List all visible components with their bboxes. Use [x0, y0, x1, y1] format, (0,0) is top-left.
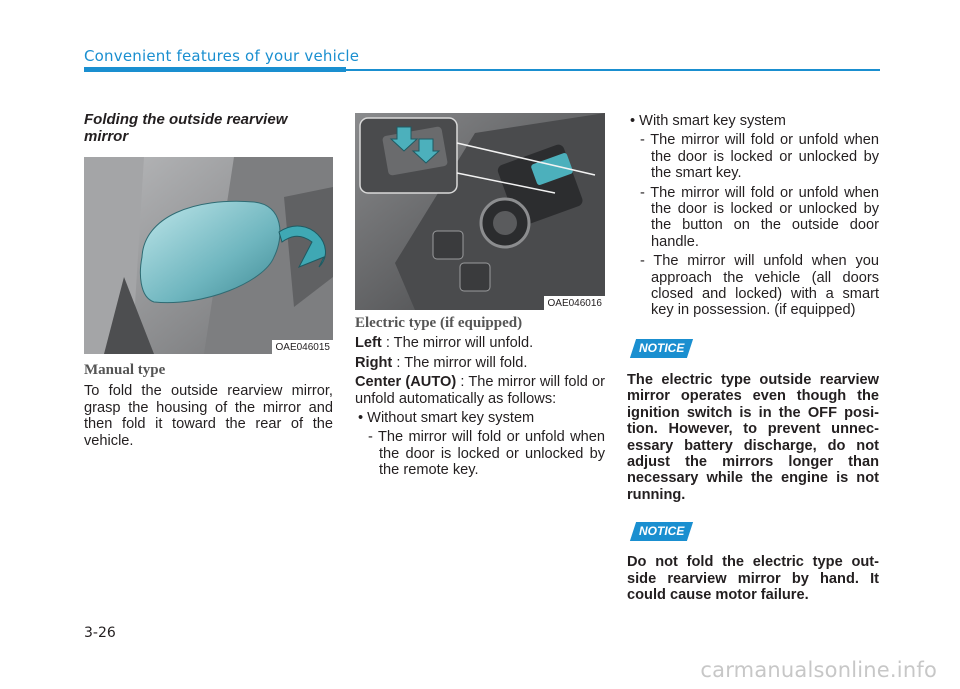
notice-badge-1: [627, 339, 879, 358]
header-rule: [346, 69, 880, 71]
column-2: [355, 113, 605, 479]
manual-body: To fold the outside rearview mirror, grasp the housing of the mirror and then fold it toward the rear of the vehicle.: [84, 383, 333, 449]
electric-switch-illustration: [355, 113, 605, 310]
page-number: 3-26: [84, 625, 116, 641]
manual-mirror-figure: [84, 157, 333, 354]
subheading-electric: Electric type (if equipped): [355, 315, 523, 331]
right-text: : The mirror will fold.: [392, 354, 528, 371]
watermark: carmanualsonline.info: [700, 658, 937, 682]
center-label: Center (AUTO): [355, 374, 457, 391]
center-text: : The mirror will fold or unfold automatically as follows:: [355, 374, 605, 407]
bullet-smart-key: • With smart key system: [630, 113, 786, 129]
bullet-no-smart-key: • Without smart key system: [358, 410, 535, 427]
notice-label: NOTICE: [630, 522, 694, 541]
header-accent-bar: [84, 67, 346, 72]
notice-badge-2: [627, 522, 879, 541]
left-label: Left: [355, 335, 382, 352]
section-heading: Folding the outside rearview mirror: [84, 111, 288, 145]
left-line: [355, 335, 605, 351]
section-header: Convenient features of your vehicle: [84, 47, 360, 65]
notice-text-2: Do not fold the electric type out-side rearview mirror by hand. It could cause motor failure.: [627, 554, 879, 603]
figure-code: OAE046016: [544, 296, 606, 310]
column-3: [627, 113, 879, 603]
dash-approach: - The mirror will unfold when you approach the vehicle (all doors closed and locked) with a smart key in possession. (if equipped): [640, 253, 879, 319]
dash-door-button: - The mirror will fold or unfold when the door is locked or unlocked by the button on the outside door handle.: [640, 184, 879, 250]
notice-label: NOTICE: [630, 339, 694, 358]
subheading-manual: Manual type: [84, 362, 166, 378]
dash-remote-key: - The mirror will fold or unfold when the door is locked or unlocked by the remote key.: [368, 429, 605, 479]
electric-mirror-figure: [355, 113, 605, 310]
right-line: [355, 355, 605, 371]
notice-text-1: The electric type outside rearview mirror operates even though the ignition switch is in the OFF posi-tion. However, to prevent unnec-essary battery discharge, do not adjust the mirrors longer than necessary while the engine is not running.: [627, 371, 879, 503]
left-text: : The mirror will unfold.: [381, 335, 534, 352]
figure-code: OAE046015: [272, 340, 334, 354]
column-1: [84, 111, 333, 449]
manual-mirror-illustration: [84, 157, 333, 354]
center-line: [355, 374, 605, 407]
dash-smart-key: - The mirror will fold or unfold when the door is locked or unlocked by the smart key.: [640, 132, 879, 182]
right-label: Right: [355, 354, 393, 371]
